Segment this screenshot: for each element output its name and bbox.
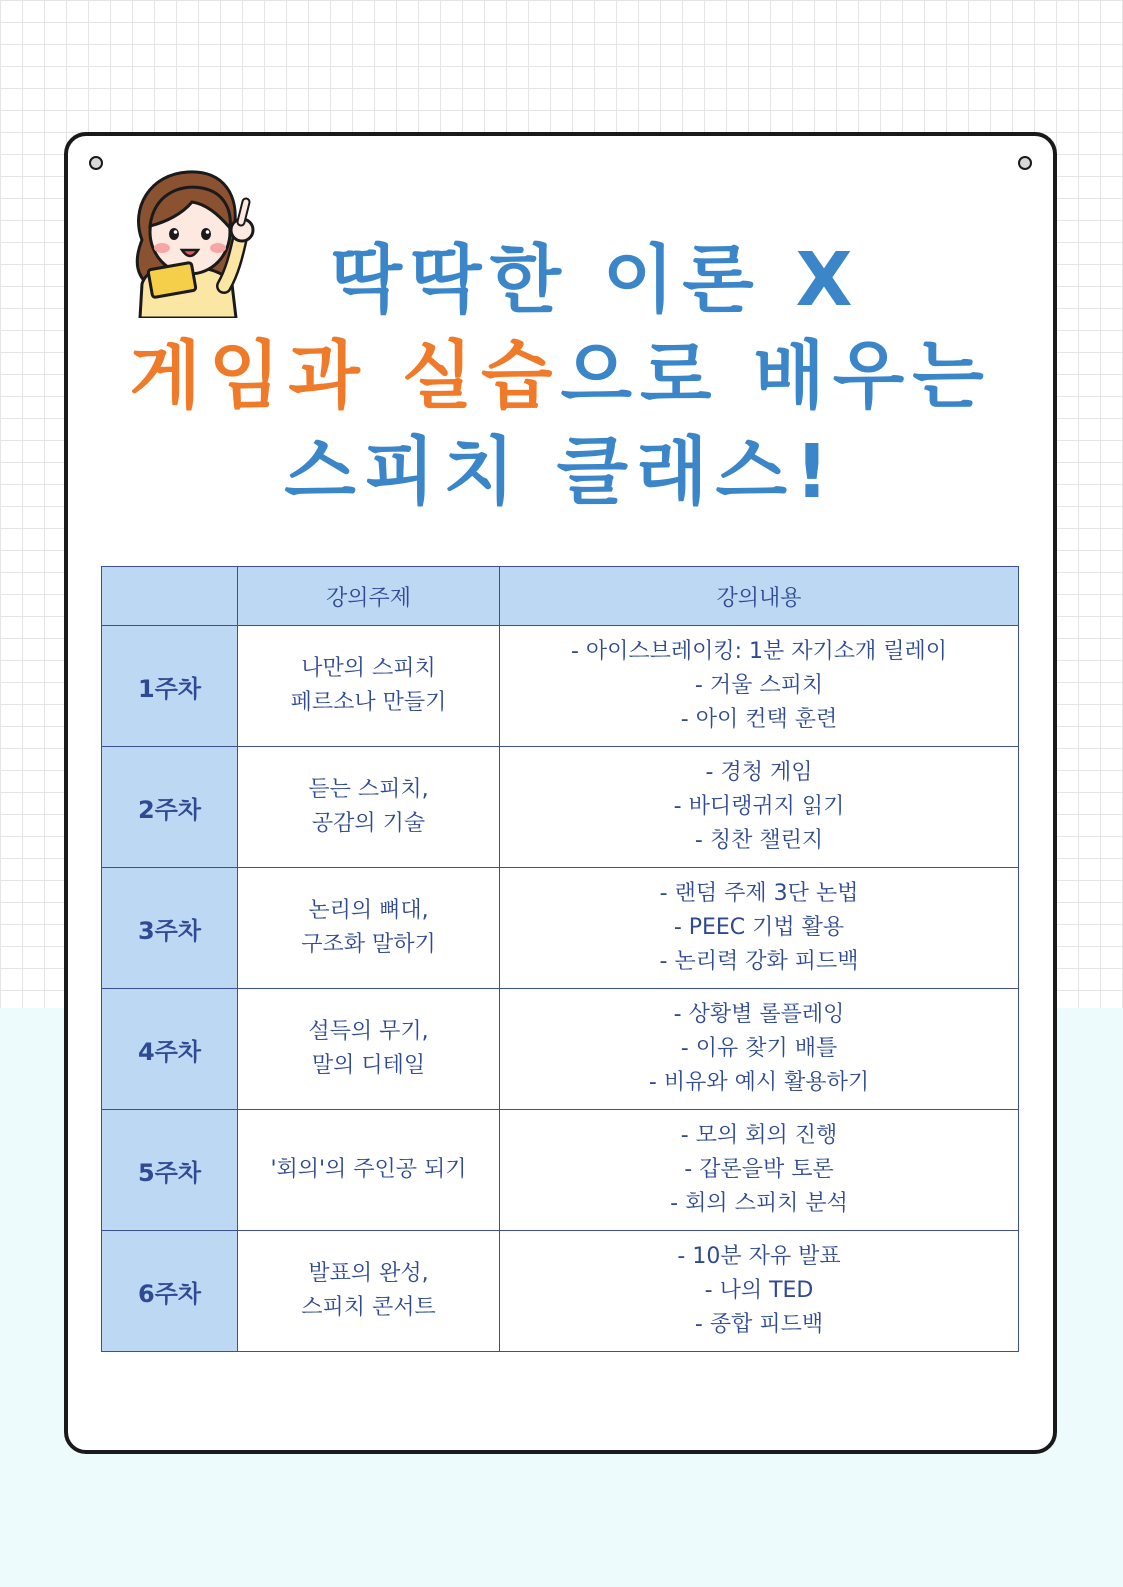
topic-line: 구조화 말하기 [301, 932, 436, 957]
content-line: - 회의 스피치 분석 [670, 1191, 848, 1216]
header-topic: 강의주제 [238, 567, 500, 626]
content-line: - 이유 찾기 배틀 [680, 1036, 838, 1061]
content-line: - 모의 회의 진행 [680, 1123, 838, 1148]
header-week [102, 567, 238, 626]
content-line: - 랜덤 주제 3단 논법 [659, 881, 859, 906]
content-line: - 거울 스피치 [694, 673, 824, 698]
content-line: - 종합 피드백 [694, 1312, 824, 1337]
topic-line: 듣는 스피치, [308, 777, 429, 802]
topic-line: 페르소나 만들기 [290, 690, 447, 715]
topic-cell [238, 626, 500, 747]
content-cell [500, 1110, 1019, 1231]
content-line: - 아이 컨택 훈련 [680, 707, 838, 732]
content-line: - 비유와 예시 활용하기 [648, 1070, 870, 1095]
week-label: 2주차 [102, 747, 238, 868]
topic-line: 나만의 스피치 [301, 656, 436, 681]
week-label: 6주차 [102, 1231, 238, 1352]
content-line: - 바디랭귀지 읽기 [673, 794, 845, 819]
title-highlight-game: 게임과 [129, 333, 368, 419]
content-line: - 아이스브레이킹: 1분 자기소개 릴레이 [570, 639, 948, 664]
topic-line: '회의'의 주인공 되기 [270, 1157, 467, 1182]
content-line: - PEEC 기법 활용 [673, 915, 845, 940]
content-cell [500, 868, 1019, 989]
header-content: 강의내용 [500, 567, 1019, 626]
content-line: - 경청 게임 [705, 760, 813, 785]
content-line: - 10분 자유 발표 [677, 1244, 841, 1269]
schedule-table [101, 566, 1019, 1352]
topic-line: 설득의 무기, [308, 1019, 429, 1044]
week-label: 5주차 [102, 1110, 238, 1231]
punch-hole-icon [89, 156, 103, 170]
title-line-3 [68, 424, 1053, 520]
topic-cell [238, 1110, 500, 1231]
content-line: - 칭찬 챌린지 [694, 828, 824, 853]
week-label: 1주차 [102, 626, 238, 747]
topic-line: 공감의 기술 [311, 811, 426, 836]
topic-line: 논리의 뼈대, [308, 898, 429, 923]
content-line: - 논리력 강화 피드백 [659, 949, 859, 974]
topic-cell [238, 868, 500, 989]
topic-line: 발표의 완성, [308, 1261, 429, 1286]
title-highlight-practice: 실습 [401, 333, 561, 419]
content-cell [500, 747, 1019, 868]
table-row [102, 1231, 1019, 1352]
topic-cell [238, 1231, 500, 1352]
content-cell [500, 989, 1019, 1110]
title-text: 으로 배우는 [560, 333, 992, 419]
content-cell [500, 1231, 1019, 1352]
content-line: - 나의 TED [704, 1278, 814, 1303]
punch-hole-icon [1018, 156, 1032, 170]
content-line: - 상황별 롤플레잉 [673, 1002, 845, 1027]
title-text: 스피치 클래스! [284, 429, 837, 515]
topic-cell [238, 989, 500, 1110]
week-label: 4주차 [102, 989, 238, 1110]
table-row [102, 626, 1019, 747]
content-cell [500, 626, 1019, 747]
table-row [102, 747, 1019, 868]
table-header-row [102, 567, 1019, 626]
content-line: - 갑론을박 토론 [684, 1157, 834, 1182]
week-label: 3주차 [102, 868, 238, 989]
topic-cell [238, 747, 500, 868]
table-row [102, 989, 1019, 1110]
table-row [102, 868, 1019, 989]
topic-line: 말의 디테일 [311, 1053, 426, 1078]
title-line-1 [68, 232, 1053, 328]
title-line-2 [68, 328, 1053, 424]
topic-line: 스피치 콘서트 [301, 1295, 436, 1320]
table-row [102, 1110, 1019, 1231]
title-text: 딱딱한 이론 X [330, 237, 861, 323]
poster-card [64, 132, 1057, 1454]
